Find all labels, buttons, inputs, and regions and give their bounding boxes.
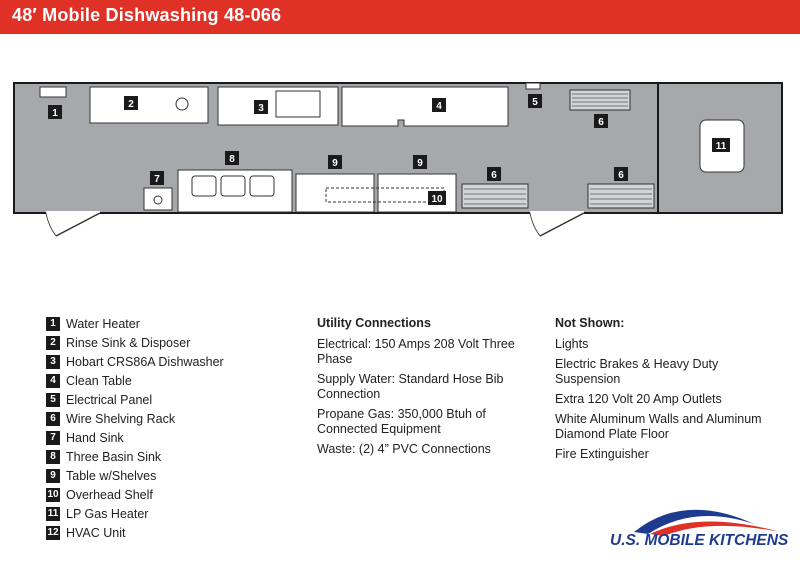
not-shown-item: White Aluminum Walls and Aluminum Diamond Plate Floor bbox=[555, 412, 762, 441]
utility-item: Waste: (2) 4” PVC Connections bbox=[317, 442, 491, 456]
legend-item bbox=[46, 523, 224, 542]
legend-label: Overhead Shelf bbox=[66, 487, 153, 502]
legend-item bbox=[46, 390, 224, 409]
not-shown-item: Extra 120 Volt 20 Amp Outlets bbox=[555, 392, 722, 406]
legend-label: Hobart CRS86A Dishwasher bbox=[66, 354, 224, 369]
marker-10: 10 bbox=[431, 194, 443, 205]
dishwasher-unit bbox=[276, 91, 320, 117]
legend-label: LP Gas Heater bbox=[66, 506, 149, 521]
legend-number: 3 bbox=[46, 355, 60, 369]
door-left bbox=[46, 211, 100, 236]
not-shown-item: Fire Extinguisher bbox=[555, 447, 649, 461]
legend-label: Wire Shelving Rack bbox=[66, 411, 176, 426]
wire-rack-top bbox=[570, 90, 630, 110]
disposer-icon bbox=[176, 98, 188, 110]
marker-7: 7 bbox=[154, 174, 160, 185]
marker-2: 2 bbox=[128, 99, 134, 110]
legend-number: 7 bbox=[46, 431, 60, 445]
legend-label: Water Heater bbox=[66, 316, 140, 331]
utility-item: Electrical: 150 Amps 208 Volt Three Phase bbox=[317, 337, 515, 366]
legend-item bbox=[46, 314, 224, 333]
floor-plan bbox=[0, 34, 800, 290]
legend-label: Three Basin Sink bbox=[66, 449, 162, 464]
legend-number: 9 bbox=[46, 469, 60, 483]
utility-connections bbox=[317, 316, 517, 462]
marker-8: 8 bbox=[229, 154, 235, 165]
header-bar bbox=[0, 0, 800, 34]
marker-1: 1 bbox=[52, 108, 58, 119]
utility-heading: Utility Connections bbox=[317, 316, 431, 330]
logo-text: U.S. MOBILE KITCHENS bbox=[610, 532, 789, 549]
legend-item bbox=[46, 352, 224, 371]
us-mobile-kitchens-logo bbox=[604, 498, 790, 560]
legend-number: 11 bbox=[47, 507, 59, 519]
table-with-shelves-1 bbox=[296, 174, 374, 212]
door-right bbox=[530, 211, 584, 236]
marker-6c: 6 bbox=[618, 170, 624, 181]
marker-6b: 6 bbox=[491, 170, 497, 181]
legend-number: 1 bbox=[46, 317, 60, 331]
legend-label: Electrical Panel bbox=[66, 392, 153, 407]
marker-3: 3 bbox=[258, 103, 264, 114]
legend-number: 6 bbox=[46, 412, 60, 426]
marker-9b: 9 bbox=[417, 158, 423, 169]
legend-label: Clean Table bbox=[66, 373, 132, 388]
legend-label: Table w/Shelves bbox=[66, 468, 157, 483]
marker-5: 5 bbox=[532, 97, 538, 108]
legend-item bbox=[46, 485, 224, 504]
logo-swoosh-icon bbox=[604, 498, 790, 560]
legend-label: HVAC Unit bbox=[66, 525, 126, 540]
legend-label: Rinse Sink & Disposer bbox=[66, 335, 191, 350]
rinse-sink bbox=[90, 87, 208, 123]
not-shown bbox=[555, 316, 770, 467]
clean-table bbox=[342, 87, 508, 126]
legend-item bbox=[46, 447, 224, 466]
legend-number: 5 bbox=[46, 393, 60, 407]
legend-number: 4 bbox=[46, 374, 60, 388]
not-shown-item: Electric Brakes & Heavy Duty Suspension bbox=[555, 357, 719, 386]
legend-number: 2 bbox=[46, 336, 60, 350]
marker-11: 11 bbox=[715, 141, 727, 152]
utility-item: Supply Water: Standard Hose Bib Connection bbox=[317, 372, 504, 401]
legend bbox=[46, 314, 224, 542]
marker-6a: 6 bbox=[598, 117, 604, 128]
marker-4: 4 bbox=[436, 101, 442, 112]
not-shown-heading: Not Shown: bbox=[555, 316, 625, 330]
legend-item bbox=[46, 333, 224, 352]
floor-plan-svg bbox=[0, 34, 800, 290]
legend-item bbox=[46, 466, 224, 485]
legend-item bbox=[46, 428, 224, 447]
electrical-panel bbox=[526, 83, 540, 89]
legend-item bbox=[46, 409, 224, 428]
page-title: 48′ Mobile Dishwashing 48-066 bbox=[12, 5, 282, 25]
water-heater bbox=[40, 87, 66, 97]
not-shown-item: Lights bbox=[555, 337, 589, 351]
marker-9a: 9 bbox=[332, 158, 338, 169]
legend-number: 10 bbox=[47, 488, 59, 500]
legend-number: 12 bbox=[47, 526, 59, 538]
legend-item bbox=[46, 504, 224, 523]
legend-label: Hand Sink bbox=[66, 430, 124, 445]
legend-number: 8 bbox=[46, 450, 60, 464]
legend-item bbox=[46, 371, 224, 390]
utility-item: Propane Gas: 350,000 Btuh of Connected Equipment bbox=[317, 407, 486, 436]
